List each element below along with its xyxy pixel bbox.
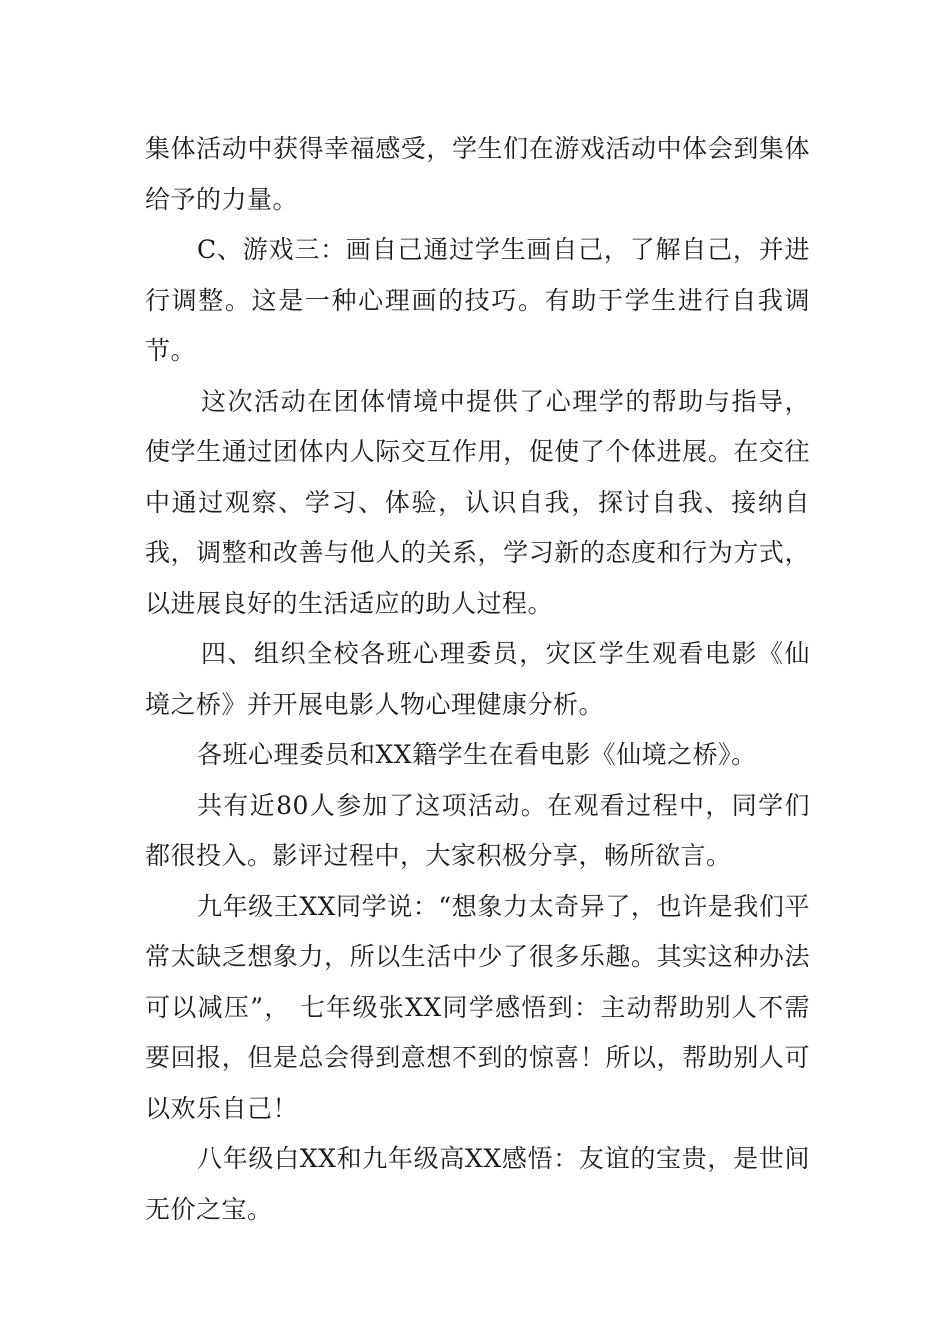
paragraph-activity-summary: 这次活动在团体情境中提供了心理学的帮助与指导，使学生通过团体内人际交互作用，促使了个体进展。在交往中通过观察、学习、体验，认识自我，探讨自我、接纳自我，调整和改善与他人的关系，学习新的态度和行为方式，以进展良好的生活适应的助人过程。 — [145, 386, 810, 618]
paragraph-friendship: 八年级白XX和九年级高XX感悟：友谊的宝贵，是世间无价之宝。 — [145, 1144, 810, 1224]
document-body — [145, 124, 810, 1235]
paragraph-student-quotes: 九年级王XX同学说：“想象力太奇异了，也许是我们平常太缺乏想象力，所以生活中少了很多乐趣。其实这种办法可以减压”， 七年级张XX同学感悟到：主动帮助别人不需要回报，但是总会得到意想不到的惊喜！所以，帮助别人可以欢乐自己！ — [145, 891, 810, 1123]
paragraph-game-three: C、游戏三：画自己通过学生画自己，了解自己，并进行调整。这是一种心理画的技巧。有助于学生进行自我调节。 — [145, 235, 810, 365]
paragraph-participation: 共有近80人参加了这项活动。在观看过程中，同学们都很投入。影评过程中，大家积极分享，畅所欲言。 — [145, 790, 810, 870]
paragraph-section-four: 四、组织全校各班心理委员，灾区学生观看电影《仙境之桥》并开展电影人物心理健康分析。 — [145, 639, 810, 719]
paragraph-movie-viewing: 各班心理委员和XX籍学生在看电影《仙境之桥》。 — [197, 740, 757, 769]
paragraph-continuation: 集体活动中获得幸福感受，学生们在游戏活动中体会到集体给予的力量。 — [145, 134, 810, 214]
